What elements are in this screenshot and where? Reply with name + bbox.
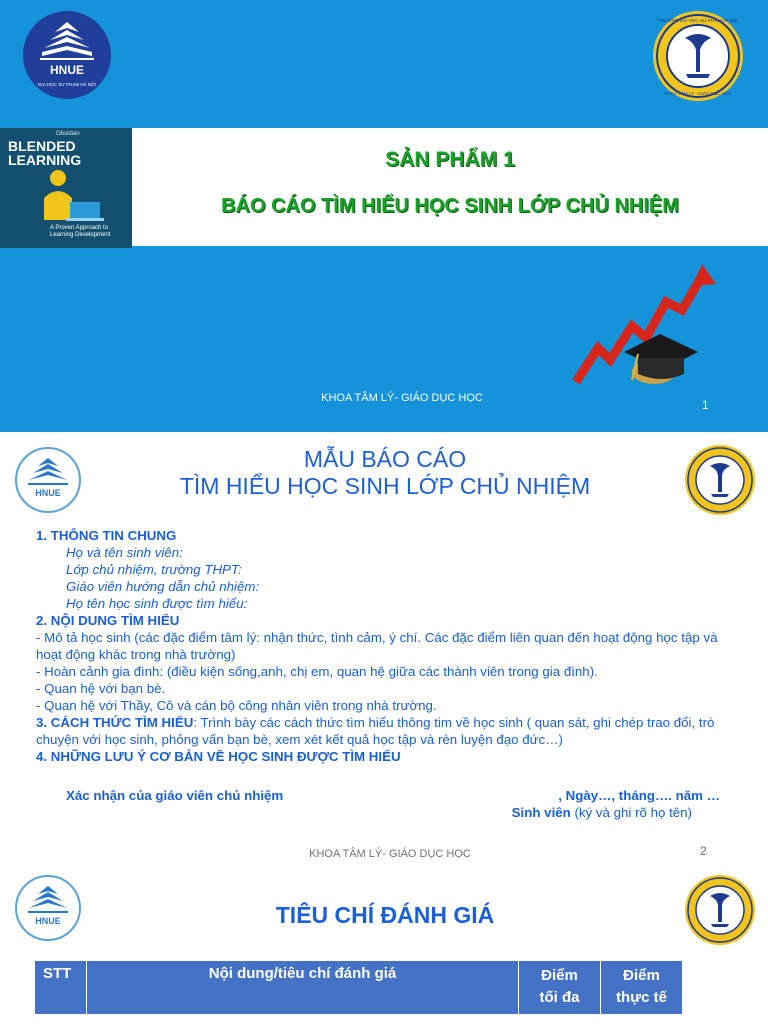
book-title-line1: BLENDED	[8, 138, 76, 154]
student-signature	[480, 805, 692, 820]
section2-item: - Quan hệ với Thầy, Cô và cán bộ công nhân viên trong nhà trường.	[36, 698, 437, 713]
faculty-footer: KHOA TÂM LÝ- GIÁO DỤC HỌC	[309, 848, 471, 860]
faculty-seal-logo	[652, 10, 744, 102]
date-line: , Ngày…, tháng…. năm …	[558, 788, 720, 803]
actual-score-label-1: Điểm	[623, 967, 660, 984]
slide-3	[0, 866, 768, 1024]
section2-item: - Mô tả học sinh (các đặc điểm tâm lý: nhận thức, tình cảm, ý chí. Các đặc điểm liên quan đến hoạt động học tập và hoạt động khác trong nhà trường)	[36, 630, 718, 662]
faculty-footer: KHOA TÂM LÝ- GIÁO DỤC HỌC	[321, 392, 483, 404]
faculty-seal-logo	[684, 874, 756, 946]
product-title: SẢN PHẨM 1	[385, 148, 515, 171]
slide-1	[0, 0, 768, 432]
section3-paragraph	[36, 714, 736, 748]
person-laptop-illustration	[30, 168, 110, 228]
hnue-logo	[14, 874, 82, 942]
book-subtitle: A Proven Approach to Learning Development	[50, 225, 111, 238]
book-title	[8, 139, 81, 167]
max-score-column-header	[519, 961, 601, 1015]
slide-2	[0, 432, 768, 866]
student-name-field: Họ và tên sinh viên:	[66, 545, 183, 560]
section2-item: - Hoàn cảnh gia đình: (điều kiện sống,anh, chị em, quan hệ giữa các thành viên trong gia đình).	[36, 664, 598, 679]
report-template-body	[36, 527, 736, 765]
book-brand: Obsidian	[56, 131, 80, 137]
page-number: 1	[702, 398, 709, 412]
hnue-logo-arc: ĐẠI HỌC SƯ PHẠM HÀ NỘI	[38, 82, 96, 87]
table-header-row	[35, 961, 683, 1015]
hnue-logo	[14, 446, 82, 514]
max-score-label-1: Điểm	[541, 967, 578, 984]
criteria-column-header: Nội dung/tiêu chí đánh giá	[87, 961, 519, 1015]
faculty-seal-logo	[684, 444, 756, 516]
supervisor-field: Giáo viên hướng dẫn chủ nhiệm:	[66, 579, 260, 594]
hnue-logo-text: HNUE	[35, 488, 61, 498]
section2-heading: 2. NỘI DUNG TÌM HIỂU	[36, 613, 180, 628]
hnue-logo-text: HNUE	[49, 63, 85, 77]
criteria-title: TIÊU CHÍ ĐÁNH GIÁ	[275, 902, 495, 928]
student-note: (ký và ghi rõ họ tên)	[570, 805, 692, 820]
book-title-line2: LEARNING	[8, 152, 82, 168]
student-label: Sinh viên	[511, 805, 571, 820]
slide2-title-line1: MẪU BÁO CÁO	[303, 446, 467, 472]
seal-arc-bottom: KHOA TÂM LÝ - GIÁO DỤC HỌC	[664, 91, 732, 96]
actual-score-column-header	[601, 961, 683, 1015]
seal-arc-top: TRƯỜNG ĐẠI HỌC SƯ PHẠM HÀ NỘI	[658, 18, 738, 23]
section3-heading: 3. CÁCH THỨC TÌM HIỂU	[36, 715, 194, 730]
hnue-logo-text: HNUE	[35, 916, 61, 926]
homeroom-teacher-confirmation: Xác nhận của giáo viên chủ nhiệm	[66, 788, 284, 803]
growth-arrow-graduation-icon	[566, 262, 726, 402]
report-title: BÁO CÁO TÌM HIỂU HỌC SINH LỚP CHỦ NHIỆM	[221, 195, 679, 217]
page-number: 2	[700, 844, 707, 858]
actual-score-label-2: thực tế	[616, 989, 667, 1006]
section3-text: : Trình bày các cách thức tìm hiểu thông tim về học sinh ( quan sát, ghi chép trao đổi, trò chuyện với học sinh, phỏng vấn bạn bè, xem xét kết quả học tập và rèn luyện đạo đức…)	[36, 715, 715, 747]
hnue-logo	[22, 10, 112, 100]
max-score-label-2: tối đa	[539, 989, 580, 1006]
section2-item: - Quan hệ với bạn bè.	[36, 681, 166, 696]
blended-learning-book-cover	[0, 128, 132, 248]
homeroom-school-field: Lớp chủ nhiệm, trường THPT:	[66, 562, 242, 577]
section4-heading: 4. NHỮNG LƯU Ý CƠ BẢN VỀ HỌC SINH ĐƯỢC TÌM HIỂU	[36, 749, 401, 764]
section1-heading: 1. THÔNG TIN CHUNG	[36, 528, 177, 543]
criteria-table	[34, 960, 683, 1015]
slide2-title-line2: TÌM HIỂU HỌC SINH LỚP CHỦ NHIỆM	[179, 473, 591, 499]
studied-pupil-field: Họ tên học sinh được tìm hiểu:	[66, 596, 248, 611]
stt-column-header: STT	[35, 961, 87, 1015]
